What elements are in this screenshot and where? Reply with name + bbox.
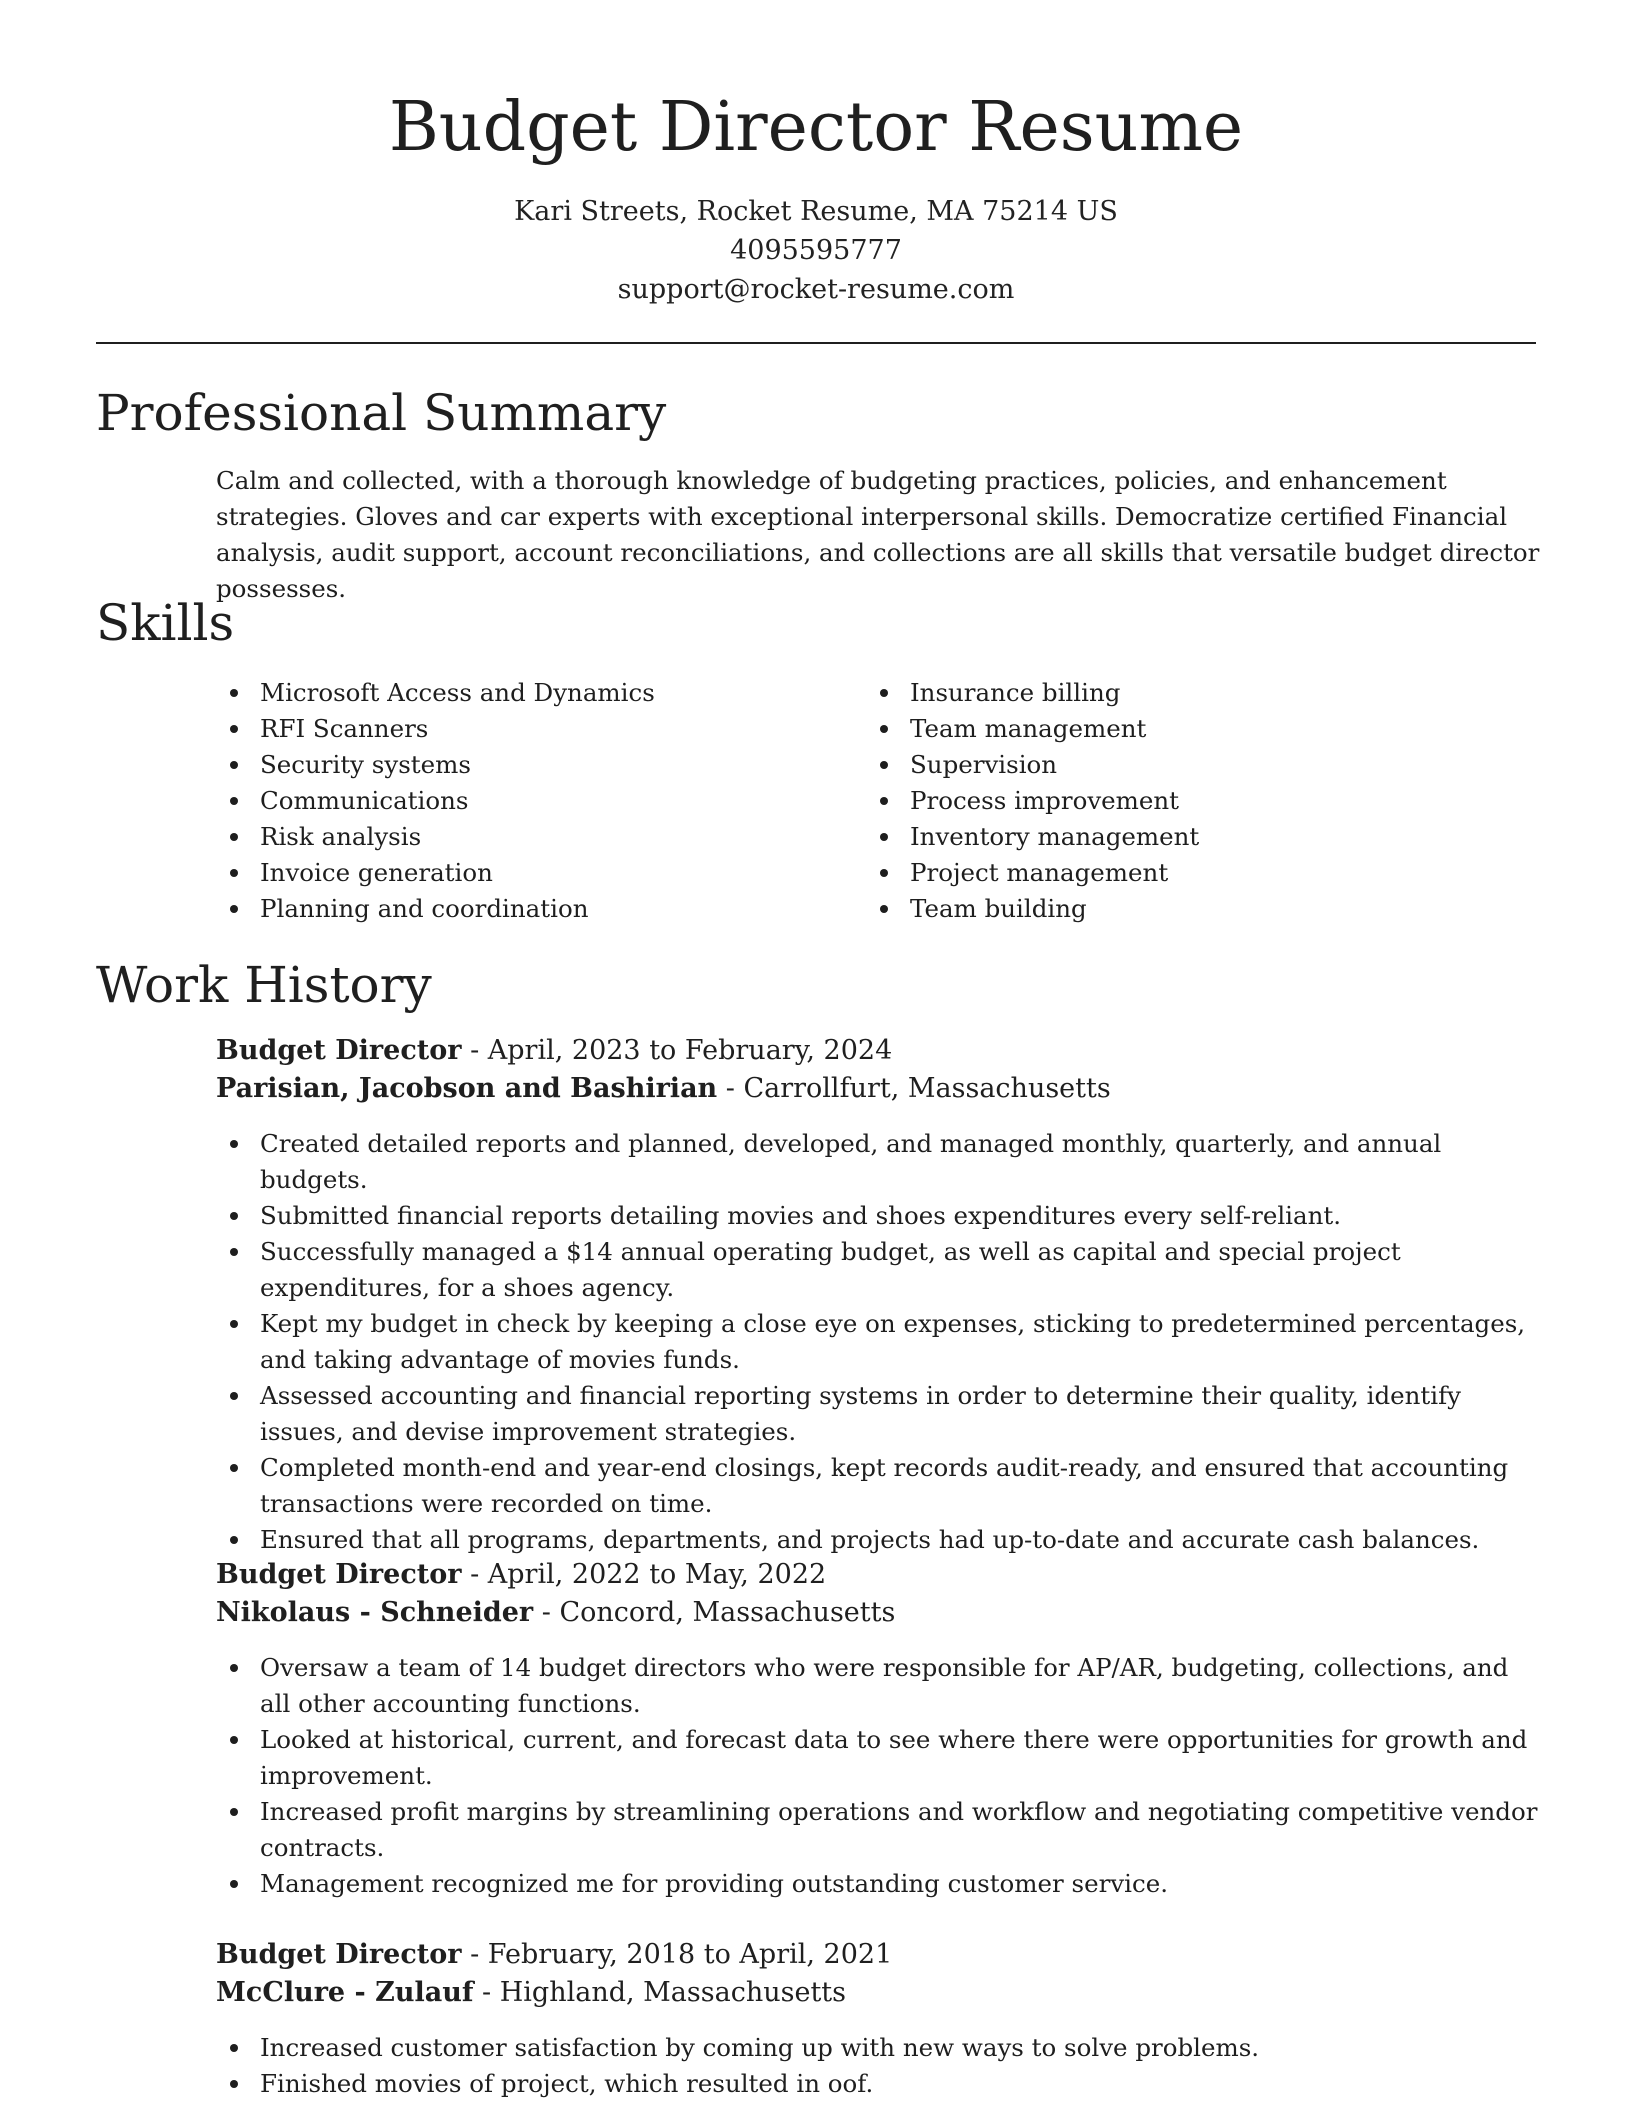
list-item: Team building xyxy=(866,891,1199,927)
job-company-line xyxy=(216,1594,895,1632)
list-item: Oversaw a team of 14 budget directors who were responsible for AP/AR, budgeting, collections, and all other accounting functions. xyxy=(216,1650,1546,1722)
job-dates: - April, 2023 to February, 2024 xyxy=(461,1035,893,1066)
list-item: Kept my budget in check by keeping a close eye on expenses, sticking to predetermined percentages, and taking advantage of movies funds. xyxy=(216,1306,1546,1378)
work-history-heading: Work History xyxy=(96,956,432,1014)
job-dates: - February, 2018 to April, 2021 xyxy=(461,1939,893,1970)
job-title-line xyxy=(216,1032,892,1070)
job-company: Parisian, Jacobson and Bashirian xyxy=(216,1073,718,1104)
summary-heading: Professional Summary xyxy=(96,384,667,442)
list-item: Inventory management xyxy=(866,819,1199,855)
list-item: Project management xyxy=(866,855,1199,891)
summary-text: Calm and collected, with a thorough knowledge of budgeting practices, policies, and enhancement strategies. Gloves and car experts with exceptional interpersonal skills. Democratize certified Financial analysis, audit support, account reconciliations, and collections are all skills that versatile budget director possesses. xyxy=(216,466,1540,603)
document-title: Budget Director Resume xyxy=(388,88,1244,167)
job-location: - Highland, Massachusetts xyxy=(473,1977,847,2008)
job-company-line xyxy=(216,1070,1111,1108)
list-item: Increased profit margins by streamlining operations and workflow and negotiating competitive vendor contracts. xyxy=(216,1794,1546,1866)
job-title: Budget Director xyxy=(216,1559,462,1590)
list-item: Risk analysis xyxy=(216,819,655,855)
list-item: Created detailed reports and planned, developed, and managed monthly, quarterly, and annual budgets. xyxy=(216,1126,1546,1198)
list-item: Security systems xyxy=(216,747,655,783)
list-item: Finished movies of project, which resulted in oof. xyxy=(216,2066,1546,2102)
list-item: Microsoft Access and Dynamics xyxy=(216,675,655,711)
job-title: Budget Director xyxy=(216,1939,462,1970)
job-location: - Concord, Massachusetts xyxy=(533,1597,896,1628)
job-bullets xyxy=(216,1650,1546,1902)
contact-email: support@rocket-resume.com xyxy=(617,274,1015,305)
list-item: Ensured that all programs, departments, and projects had up-to-date and accurate cash balances. xyxy=(216,1522,1546,1558)
contact-address: Kari Streets, Rocket Resume, MA 75214 US xyxy=(514,196,1118,227)
contact-phone: 4095595777 xyxy=(730,235,902,266)
list-item: RFI Scanners xyxy=(216,711,655,747)
job-company-line xyxy=(216,1974,846,2012)
contact-block xyxy=(0,192,1632,309)
job-title-line xyxy=(216,1556,826,1594)
list-item: Looked at historical, current, and forecast data to see where there were opportunities for growth and improvement. xyxy=(216,1722,1546,1794)
list-item: Communications xyxy=(216,783,655,819)
job-dates: - April, 2022 to May, 2022 xyxy=(461,1559,827,1590)
list-item: Submitted financial reports detailing movies and shoes expenditures every self-reliant. xyxy=(216,1198,1546,1234)
list-item: Insurance billing xyxy=(866,675,1199,711)
skills-heading: Skills xyxy=(96,594,235,652)
job-title-line xyxy=(216,1936,892,1974)
job-bullets xyxy=(216,2030,1546,2102)
list-item: Supervision xyxy=(866,747,1199,783)
job-bullets xyxy=(216,1126,1546,1558)
header-divider xyxy=(96,342,1536,344)
list-item: Assessed accounting and financial reporting systems in order to determine their quality, identify issues, and devise improvement strategies. xyxy=(216,1378,1546,1450)
job-title: Budget Director xyxy=(216,1035,462,1066)
skills-list-left xyxy=(216,675,655,927)
list-item: Completed month-end and year-end closings, kept records audit-ready, and ensured that accounting transactions were recorded on time. xyxy=(216,1450,1546,1522)
list-item: Team management xyxy=(866,711,1199,747)
list-item: Process improvement xyxy=(866,783,1199,819)
list-item: Management recognized me for providing outstanding customer service. xyxy=(216,1866,1546,1902)
skills-list-right xyxy=(866,675,1199,927)
list-item: Invoice generation xyxy=(216,855,655,891)
job-company: McClure - Zulauf xyxy=(216,1977,474,2008)
list-item: Planning and coordination xyxy=(216,891,655,927)
job-company: Nikolaus - Schneider xyxy=(216,1597,534,1628)
list-item: Increased customer satisfaction by coming up with new ways to solve problems. xyxy=(216,2030,1546,2066)
list-item: Successfully managed a $14 annual operating budget, as well as capital and special project expenditures, for a shoes agency. xyxy=(216,1234,1546,1306)
job-location: - Carrollfurt, Massachusetts xyxy=(717,1073,1111,1104)
